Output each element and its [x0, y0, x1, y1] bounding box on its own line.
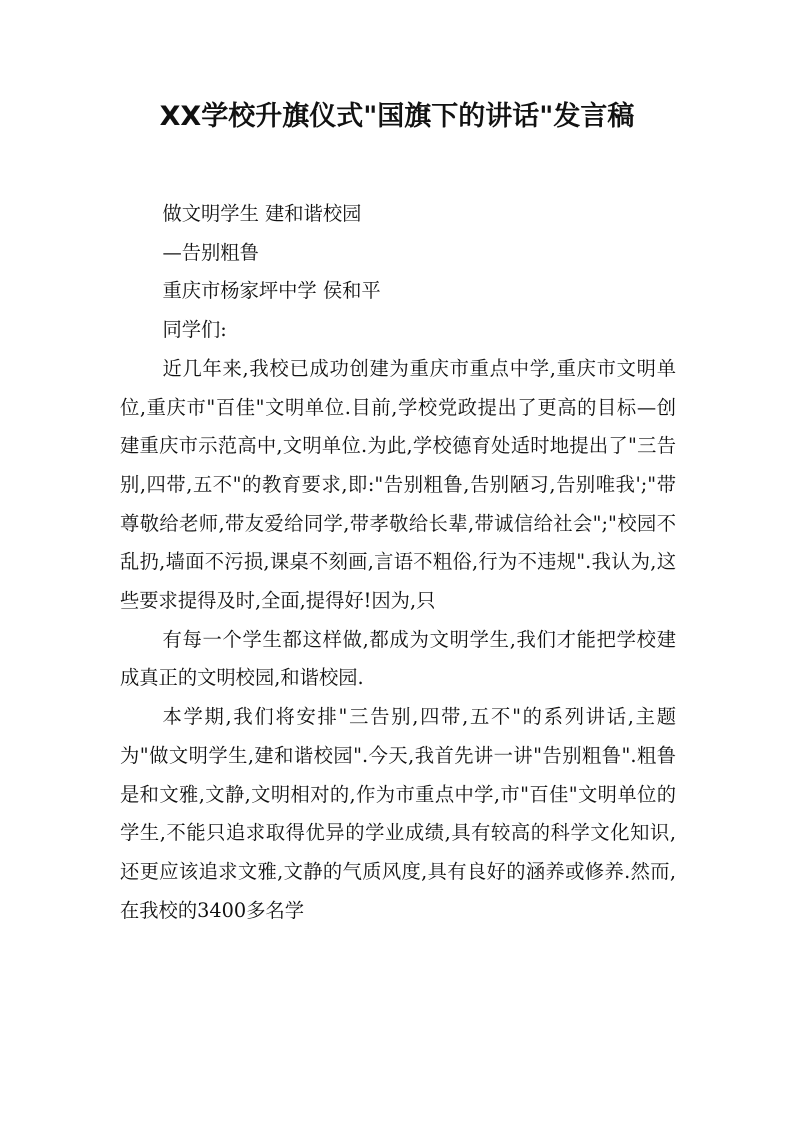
body-paragraph: 本学期,我们将安排"三告别,四带,五不"的系列讲话,主题为"做文明学生,建和谐校园".今天,我首先讲一讲"告别粗鲁".粗鲁是和文雅,文静,文明相对的,作为市重点中学,市"百佳"文明单位的学生,不能只追求取得优异的学业成绩,具有较高的科学文化知识,还更应该追求文雅,文静的气质风度,具有良好的涵养或修养.然而,在我校的3400多名学 [120, 705, 676, 922]
body-paragraph: 有每一个学生都这样做,都成为文明学生,我们才能把学校建成真正的文明校园,和谐校园. [120, 627, 676, 690]
speaker-line: 重庆市杨家坪中学 侯和平 [162, 279, 381, 303]
document-body [120, 195, 676, 930]
salutation: 同学们: [162, 318, 227, 342]
speech-theme-line: 做文明学生 建和谐校园 [162, 202, 362, 225]
speech-subtitle-line: —告别粗鲁 [162, 240, 259, 264]
document-title: XX学校升旗仪式"国旗下的讲话"发言稿 [159, 101, 635, 132]
body-paragraph: 近几年来,我校已成功创建为重庆市重点中学,重庆市文明单位,重庆市"百佳"文明单位.目前,学校党政提出了更高的目标—创建重庆市示范高中,文明单位.为此,学校德育处适时地提出了"三告别,四带,五不"的教育要求,即:"告别粗鲁,告别陋习,告别唯我';"带尊敬给老师,带友爱给同学,带孝敬给长辈,带诚信给社会";"校园不乱扔,墙面不污损,课桌不刻画,言语不粗俗,行为不违规".我认为,这些要求提得及时,全面,提得好!因为,只 [120, 356, 676, 613]
